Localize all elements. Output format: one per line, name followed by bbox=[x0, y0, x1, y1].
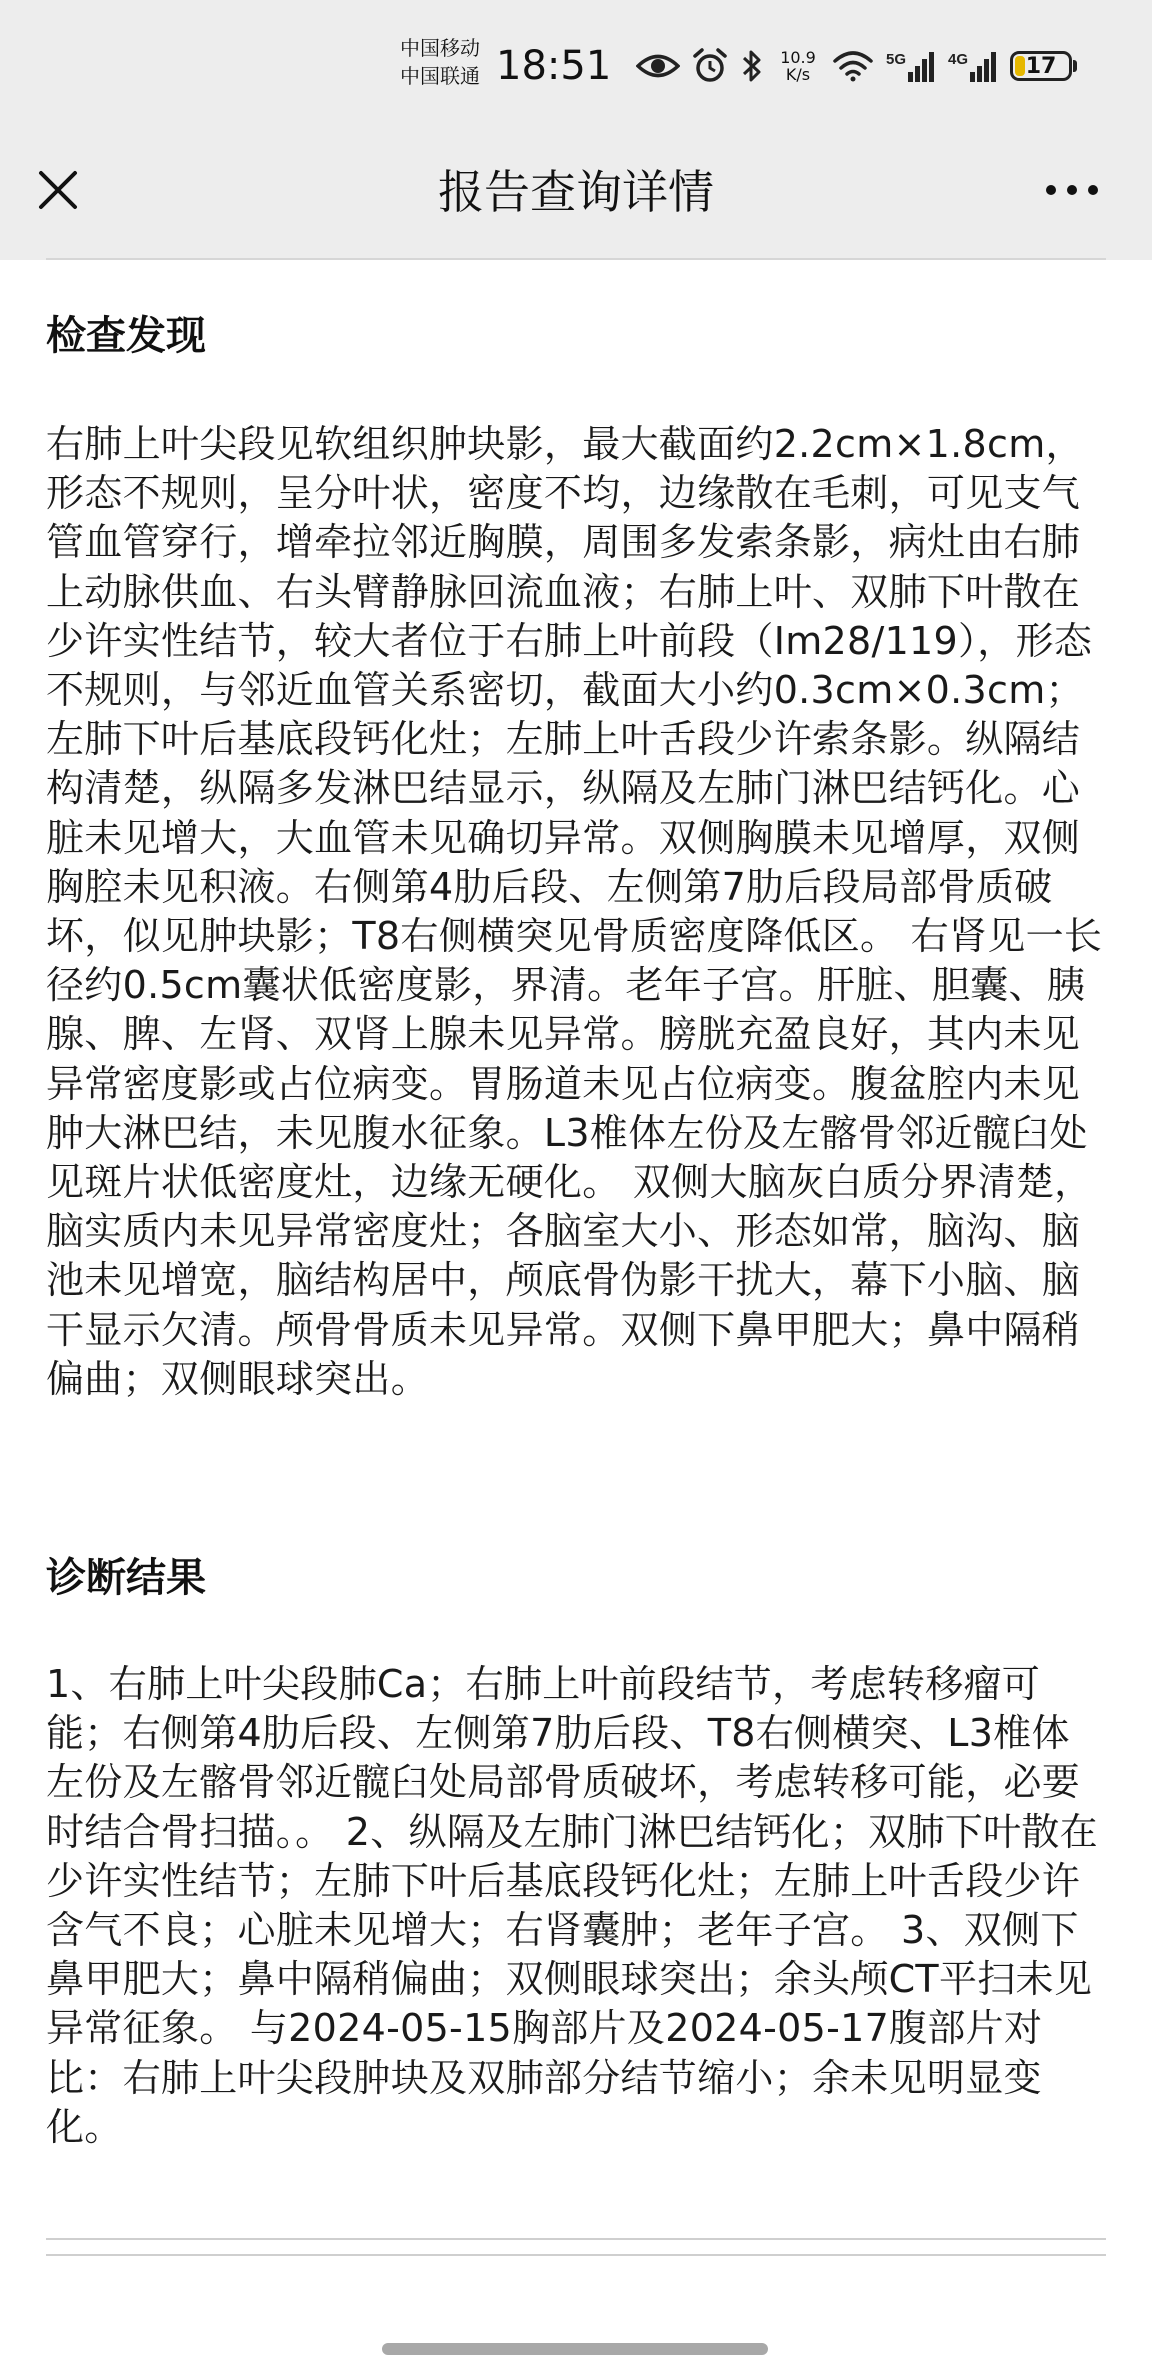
network-2-label: 4G bbox=[948, 51, 969, 68]
carrier-1-label: 中国移动 bbox=[400, 36, 480, 60]
alarm-icon bbox=[692, 48, 728, 84]
battery-level: 17 bbox=[1025, 53, 1057, 79]
divider bbox=[46, 2238, 1106, 2240]
divider bbox=[46, 258, 1106, 260]
nav-bar bbox=[0, 132, 1152, 260]
diagnosis-text: 1、右肺上叶尖段肺Ca；右肺上叶前段结节，考虑转移瘤可能；右侧第4肋后段、左侧第7肋后段、T8右侧横突、L3椎体左份及左髂骨邻近髋臼处局部骨质破坏，考虑转移可能，必要时结合骨扫描。。 2、纵隔及左肺门淋巴结钙化；双肺下叶散在少许实性结节；左肺下叶后基底段钙化灶；左肺上叶舌段少许含气不良；心脏未见增大；右肾囊肿；老年子宫。 3、双侧下鼻甲肥大；鼻中隔稍偏曲；双侧眼球突出；余头颅CT平扫未见异常征象。 与2024-05-15胸部片及2024-05-17腹部片对比：右肺上叶尖段肿块及双肺部分结节缩小；余未见明显变化。 bbox=[46, 1662, 1098, 2149]
eye-icon bbox=[636, 51, 680, 81]
close-icon bbox=[37, 169, 79, 211]
status-time: 18:51 bbox=[496, 43, 612, 89]
network-1-label: 5G bbox=[886, 51, 907, 68]
home-indicator[interactable] bbox=[382, 2343, 768, 2355]
diagnosis-title: 诊断结果 bbox=[46, 1555, 206, 1601]
status-bar bbox=[0, 0, 1152, 132]
net-speed-unit: K/s bbox=[785, 65, 811, 84]
status-icons bbox=[636, 44, 1077, 88]
signal-4g-icon bbox=[948, 48, 998, 84]
battery-icon bbox=[1010, 51, 1077, 81]
close-button[interactable] bbox=[30, 162, 86, 218]
battery-cap bbox=[1073, 60, 1077, 72]
carrier-labels bbox=[400, 34, 480, 90]
battery-body bbox=[1010, 51, 1072, 81]
net-speed bbox=[776, 49, 820, 83]
more-button[interactable] bbox=[1036, 162, 1108, 218]
divider bbox=[46, 2254, 1106, 2256]
more-icon bbox=[1044, 183, 1100, 197]
signal-5g-icon bbox=[886, 48, 936, 84]
carrier-2-label: 中国联通 bbox=[400, 64, 480, 88]
net-speed-value: 10.9 bbox=[780, 48, 816, 67]
bluetooth-icon bbox=[740, 48, 764, 84]
findings-title: 检查发现 bbox=[46, 313, 206, 359]
findings-text: 右肺上叶尖段见软组织肿块影，最大截面约2.2cm×1.8cm，形态不规则，呈分叶状，密度不均，边缘散在毛刺，可见支气管血管穿行，增牵拉邻近胸膜，周围多发索条影，病灶由右肺上动脉供血、右头臂静脉回流血液；右肺上叶、双肺下叶散在少许实性结节，较大者位于右肺上叶前段（Im28/119），形态不规则，与邻近血管关系密切，截面大小约0.3cm×0.3cm；左肺下叶后基底段钙化灶；左肺上叶舌段少许索条影。纵隔结构清楚，纵隔多发淋巴结显示，纵隔及左肺门淋巴结钙化。心脏未见增大，大血管未见确切异常。双侧胸膜未见增厚，双侧胸腔未见积液。右侧第4肋后段、左侧第7肋后段局部骨质破坏，似见肿块影；T8右侧横突见骨质密度降低区。 右肾见一长径约0.5cm囊状低密度影，界清。老年子宫。肝脏、胆囊、胰腺、脾、左肾、双肾上腺未见异常。膀胱充盈良好，其内未见异常密度影或占位病变。胃肠道未见占位病变。腹盆腔内未见肿大淋巴结，未见腹水征象。L3椎体左份及左髂骨邻近髋臼处见斑片状低密度灶，边缘无硬化。 双侧大脑灰白质分界清楚，脑实质内未见异常密度灶；各脑室大小、形态如常，脑沟、脑池未见增宽，脑结构居中，颅底骨伪影干扰大，幕下小脑、脑干显示欠清。颅骨骨质未见异常。双侧下鼻甲肥大；鼻中隔稍偏曲；双侧眼球突出。 bbox=[46, 422, 1103, 1401]
page-title: 报告查询详情 bbox=[438, 165, 714, 219]
wifi-icon bbox=[832, 50, 874, 82]
battery-fill bbox=[1015, 56, 1025, 76]
